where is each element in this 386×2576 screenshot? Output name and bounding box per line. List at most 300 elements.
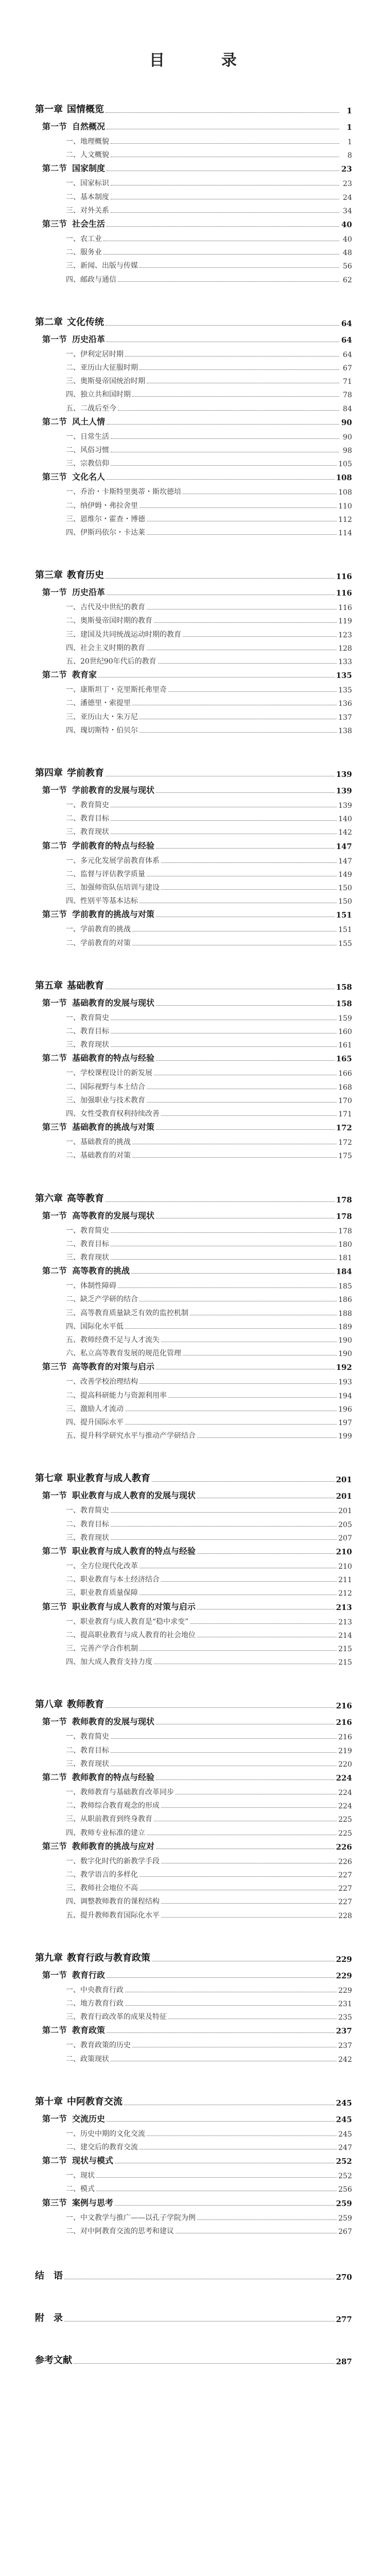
toc-item[interactable]	[66, 388, 352, 399]
toc-item[interactable]	[66, 375, 352, 386]
toc-chapter-label	[35, 1191, 104, 1205]
toc-section[interactable]	[42, 121, 352, 132]
dot-leader	[111, 438, 339, 439]
item-title: 二、模式	[66, 2185, 95, 2194]
page-number: 180	[338, 1240, 352, 1249]
page-number: 64	[343, 350, 352, 359]
dot-leader	[106, 325, 339, 326]
page-number: 150	[338, 884, 352, 892]
toc-item[interactable]	[66, 2053, 352, 2064]
toc-endmatter-label	[35, 2311, 63, 2324]
page-number: 188	[338, 1309, 352, 1318]
toc-item[interactable]	[66, 642, 352, 653]
item-title: 三、教育行政改革的成果及特征	[66, 2013, 167, 2022]
dot-leader	[106, 1201, 335, 1202]
toc-section[interactable]	[42, 162, 352, 174]
toc-item[interactable]	[66, 1149, 352, 1160]
page-number: 220	[338, 1760, 352, 1769]
toc-endmatter[interactable]	[35, 2269, 352, 2282]
toc-item[interactable]	[66, 233, 352, 244]
dot-leader	[168, 691, 337, 692]
toc-item[interactable]	[66, 1813, 352, 1824]
toc-section[interactable]	[42, 2113, 352, 2124]
page-number: 172	[336, 1123, 352, 1133]
page-number: 137	[338, 713, 352, 722]
toc-item[interactable]	[66, 684, 352, 694]
section-number: 第二节	[42, 416, 67, 427]
toc-item[interactable]	[66, 1081, 352, 1092]
toc-item[interactable]	[66, 486, 352, 497]
toc-item[interactable]	[66, 1827, 352, 1838]
toc-item-label	[66, 684, 167, 694]
toc-section[interactable]	[42, 1716, 352, 1727]
toc-section-label	[42, 1209, 154, 1221]
toc-section[interactable]	[42, 1771, 352, 1783]
toc-item[interactable]	[66, 1984, 352, 1995]
toc-item[interactable]	[66, 1238, 352, 1249]
toc-item[interactable]	[66, 812, 352, 823]
toc-item[interactable]	[66, 826, 352, 837]
toc-section[interactable]	[42, 997, 352, 1008]
page-number: 116	[336, 572, 352, 582]
toc-item[interactable]	[66, 1039, 352, 1049]
toc-item[interactable]	[66, 1430, 352, 1440]
toc-item[interactable]	[66, 655, 352, 666]
page-number: 158	[336, 998, 352, 1008]
toc-item-label	[66, 1334, 160, 1345]
toc-item[interactable]	[66, 2212, 352, 2223]
toc-section[interactable]	[42, 1265, 352, 1276]
toc-section[interactable]	[42, 1840, 352, 1852]
dot-leader	[107, 1977, 335, 1978]
toc-item-label	[66, 2011, 167, 2022]
section-title: 案例与思考	[72, 2197, 114, 2208]
toc-item-label	[66, 1376, 138, 1386]
dot-leader	[111, 1539, 337, 1540]
toc-item[interactable]	[66, 615, 352, 625]
toc-section[interactable]	[42, 1969, 352, 1980]
toc-section[interactable]	[42, 1210, 352, 1221]
dot-leader	[152, 1481, 335, 1482]
toc-item[interactable]	[66, 1334, 352, 1345]
toc-section[interactable]	[42, 669, 352, 680]
page-number: 212	[338, 1589, 352, 1598]
toc-item[interactable]	[66, 1882, 352, 1893]
toc-item[interactable]	[66, 2011, 352, 2022]
chapter-number: 第七章	[35, 1473, 63, 1484]
toc-item[interactable]	[66, 431, 352, 442]
toc-chapter[interactable]	[35, 1192, 352, 1205]
page-number: 23	[341, 164, 352, 174]
toc-item[interactable]	[66, 1136, 352, 1147]
section-number: 第三节	[42, 1362, 67, 1372]
toc-item[interactable]	[66, 191, 352, 202]
toc-item-label	[66, 2040, 131, 2050]
page-number: 116	[338, 604, 352, 613]
page-number: 190	[338, 1336, 352, 1345]
toc-item[interactable]	[66, 1895, 352, 1906]
section-title: 教师教育的发展与现状	[72, 1717, 155, 1727]
toc-item[interactable]	[66, 457, 352, 468]
toc-section[interactable]	[42, 2155, 352, 2166]
endmatter-title: 附 录	[35, 2313, 63, 2324]
toc-item-label	[66, 1758, 109, 1769]
toc-section-label	[42, 2196, 113, 2208]
toc-item[interactable]	[66, 513, 352, 524]
section-title: 学前教育的发展与现状	[72, 785, 155, 795]
item-title: 一、改善学校治理结构	[66, 1378, 138, 1386]
page-number: 205	[338, 1520, 352, 1529]
dot-leader	[106, 578, 335, 579]
toc-item[interactable]	[66, 1573, 352, 1584]
toc-chapter[interactable]	[35, 767, 352, 779]
toc-section[interactable]	[42, 1121, 352, 1132]
toc-item-label	[66, 1417, 124, 1427]
item-title: 一、康斯坦丁・克里斯托弗里奇	[66, 686, 167, 694]
toc-item[interactable]	[66, 1108, 352, 1118]
item-title: 四、加大成人教育支持力度	[66, 1658, 152, 1667]
page-number: 225	[338, 1829, 352, 1838]
dot-leader	[156, 1005, 335, 1006]
toc-item-label	[66, 376, 145, 386]
toc-item[interactable]	[66, 149, 352, 160]
dot-leader	[156, 1060, 335, 1061]
toc-section-label	[42, 1771, 154, 1783]
toc-item[interactable]	[66, 1744, 352, 1755]
dot-leader	[154, 622, 337, 623]
toc-item-label	[66, 1430, 196, 1440]
chapter-title: 教师教育	[67, 1699, 104, 1710]
toc-section-label	[42, 908, 154, 920]
page-number: 259	[336, 2198, 352, 2208]
toc-item[interactable]	[66, 1997, 352, 2008]
page-number: 229	[336, 1954, 352, 1964]
dot-leader	[107, 479, 335, 480]
toc-section[interactable]	[42, 1489, 352, 1501]
toc-item[interactable]	[66, 1293, 352, 1304]
toc-item-label	[66, 233, 102, 244]
toc-item[interactable]	[66, 2170, 352, 2180]
dot-leader	[132, 1157, 337, 1158]
toc-item[interactable]	[66, 1560, 352, 1571]
toc-item[interactable]	[66, 1587, 352, 1598]
section-title: 国家制度	[72, 163, 106, 174]
page-number: 139	[336, 770, 352, 779]
toc-item-label	[66, 826, 109, 837]
toc-item[interactable]	[66, 1280, 352, 1291]
item-title: 一、全方位现代化改革	[66, 1562, 138, 1570]
page-number: 201	[336, 1492, 352, 1501]
toc-item[interactable]	[66, 1347, 352, 1358]
toc-item-label	[66, 602, 145, 612]
toc-item[interactable]	[66, 882, 352, 892]
toc-item[interactable]	[66, 1251, 352, 1262]
dot-leader	[103, 254, 339, 255]
toc-chapter[interactable]	[35, 1472, 352, 1484]
toc-item-label	[66, 1108, 160, 1118]
toc-item[interactable]	[66, 1656, 352, 1667]
page-number: 216	[338, 1733, 352, 1742]
toc-section[interactable]	[42, 1361, 352, 1372]
page-number: 140	[338, 815, 352, 824]
item-title: 二、政策现状	[66, 2055, 109, 2063]
section-title: 现状与模式	[72, 2156, 114, 2166]
section-title: 教育行政	[72, 1970, 106, 1980]
toc-endmatter[interactable]	[35, 2354, 352, 2366]
page-number: 147	[336, 841, 352, 851]
section-title: 基础教育的特点与经验	[72, 1053, 155, 1063]
toc-item[interactable]	[66, 629, 352, 639]
toc-item-label	[66, 1252, 109, 1262]
toc-section-label	[42, 217, 105, 229]
toc-item[interactable]	[66, 444, 352, 455]
chapter-number: 第九章	[35, 1952, 63, 1963]
page-number: 1	[346, 106, 352, 115]
toc-item[interactable]	[66, 1642, 352, 1653]
section-number: 第三节	[42, 472, 67, 482]
dot-leader	[139, 369, 339, 370]
toc-item-label	[66, 2212, 196, 2223]
section-number: 第一节	[42, 2113, 67, 2124]
toc-item[interactable]	[66, 1320, 352, 1331]
dot-leader	[197, 1437, 337, 1438]
page-number: 226	[338, 1857, 352, 1866]
toc-section[interactable]	[42, 1545, 352, 1556]
page-number: 40	[343, 235, 352, 244]
page-number: 252	[338, 2172, 352, 2181]
toc-item[interactable]	[66, 1731, 352, 1741]
toc-item[interactable]	[66, 205, 352, 215]
page-number: 64	[341, 335, 352, 345]
page-number: 108	[336, 473, 352, 483]
toc-item-label	[66, 349, 124, 359]
item-title: 五、提升科学研究水平与推动产学研结合	[66, 1432, 196, 1440]
toc-item[interactable]	[66, 855, 352, 866]
section-number: 第三节	[42, 909, 67, 920]
page-number: 267	[338, 2227, 352, 2236]
toc-item[interactable]	[66, 1518, 352, 1529]
toc-chapter[interactable]	[35, 316, 352, 328]
section-number: 第二节	[42, 840, 67, 851]
chapter-title: 高等教育	[67, 1193, 104, 1204]
chapter-number: 第十章	[35, 2096, 63, 2107]
section-title: 文化名人	[72, 472, 106, 482]
toc-section[interactable]	[42, 218, 352, 229]
dot-leader	[107, 2032, 335, 2033]
item-title: 二、风俗习惯	[66, 446, 109, 454]
section-title: 高等教育的对策与启示	[72, 1362, 155, 1372]
toc-item[interactable]	[66, 1869, 352, 1879]
toc-item[interactable]	[66, 1855, 352, 1866]
toc-section[interactable]	[42, 1052, 352, 1063]
toc-chapter[interactable]	[35, 569, 352, 581]
dot-leader	[168, 1397, 337, 1398]
toc-item[interactable]	[66, 1909, 352, 1920]
toc-item[interactable]	[66, 1025, 352, 1036]
dot-leader	[132, 396, 339, 397]
page-number: 172	[338, 1139, 352, 1147]
chapter-number: 第六章	[35, 1193, 63, 1204]
chapter-title: 教育行政与教育政策	[67, 1952, 150, 1963]
item-title: 三、教育现状	[66, 1533, 109, 1542]
page-number: 178	[338, 1227, 352, 1235]
page-number: 231	[338, 2000, 352, 2008]
toc-item[interactable]	[66, 1307, 352, 1318]
toc-item[interactable]	[66, 1786, 352, 1797]
page-number: 178	[336, 1211, 352, 1221]
toc-item[interactable]	[66, 135, 352, 146]
toc-section[interactable]	[42, 2024, 352, 2036]
item-title: 二、亚历山大征服时期	[66, 364, 138, 372]
toc-item-label	[66, 895, 138, 906]
toc-chapter[interactable]	[35, 2095, 352, 2108]
toc-item[interactable]	[66, 1067, 352, 1078]
dot-leader	[115, 2205, 335, 2206]
toc-item[interactable]	[66, 2183, 352, 2194]
toc-item[interactable]	[66, 1012, 352, 1023]
chapter-title: 文化传统	[67, 316, 104, 328]
toc-section[interactable]	[42, 784, 352, 795]
toc-item[interactable]	[66, 177, 352, 188]
dot-leader	[139, 1383, 337, 1384]
toc-endmatter-label	[35, 2353, 72, 2366]
item-title: 一、数字化时代的新教学手段	[66, 1857, 160, 1866]
toc-section-label	[42, 996, 154, 1008]
page-number: 151	[336, 910, 352, 920]
dot-leader	[158, 663, 337, 664]
toc-item[interactable]	[66, 724, 352, 735]
item-title: 二、监督与评估教学质量	[66, 870, 145, 878]
toc-section[interactable]	[42, 908, 352, 920]
page-number: 186	[338, 1296, 352, 1304]
page-number: 158	[336, 982, 352, 992]
toc-section[interactable]	[42, 416, 352, 427]
toc-item[interactable]	[66, 868, 352, 879]
toc-item[interactable]	[66, 1616, 352, 1626]
page-number: 194	[338, 1392, 352, 1400]
toc-item[interactable]	[66, 697, 352, 708]
page-number: 168	[338, 1083, 352, 1092]
page-number: 133	[338, 658, 352, 666]
page-number: 160	[338, 1028, 352, 1036]
toc-item[interactable]	[66, 1504, 352, 1515]
toc-endmatter[interactable]	[35, 2312, 352, 2324]
toc-item[interactable]	[66, 937, 352, 948]
toc-item[interactable]	[66, 348, 352, 359]
section-title: 自然概况	[72, 122, 106, 131]
toc-item[interactable]	[66, 601, 352, 612]
toc-item[interactable]	[66, 799, 352, 810]
page-title: 目 录	[149, 52, 257, 70]
toc-item-label	[66, 1616, 188, 1626]
toc-item[interactable]	[66, 1389, 352, 1400]
section-number: 第三节	[42, 1122, 67, 1132]
item-title: 一、历史中期的文化交流	[66, 2129, 145, 2138]
toc-section[interactable]	[42, 840, 352, 851]
toc-item[interactable]	[66, 527, 352, 537]
page-number: 245	[336, 2098, 352, 2108]
item-title: 三、建国及共同统战运动时期的教育	[66, 630, 181, 639]
page-number: 105	[338, 460, 352, 469]
page-number: 192	[336, 1363, 352, 1372]
toc-item[interactable]	[66, 2128, 352, 2139]
toc-item[interactable]	[66, 1758, 352, 1769]
toc-item-label	[66, 1067, 152, 1078]
page-number: 119	[338, 617, 352, 626]
toc-chapter[interactable]	[35, 103, 352, 115]
toc-item[interactable]	[66, 1532, 352, 1543]
page-number: 155	[338, 939, 352, 948]
toc-item[interactable]	[66, 2225, 352, 2236]
section-title: 教师教育的挑战与应对	[72, 1841, 155, 1851]
toc-item[interactable]	[66, 1416, 352, 1427]
toc-chapter[interactable]	[35, 1698, 352, 1710]
toc-section[interactable]	[42, 333, 352, 345]
section-number: 第二节	[42, 1266, 67, 1276]
page-number: 138	[338, 726, 352, 735]
toc-section[interactable]	[42, 2197, 352, 2208]
toc-item[interactable]	[66, 260, 352, 270]
toc-item[interactable]	[66, 274, 352, 284]
toc-item-label	[66, 1574, 160, 1584]
toc-item[interactable]	[66, 2141, 352, 2152]
toc-item[interactable]	[66, 1225, 352, 1235]
page-number: 270	[336, 2273, 352, 2282]
item-title: 二、教育目标	[66, 1240, 109, 1248]
toc-endmatter-label	[35, 2268, 63, 2282]
toc-item-label	[66, 260, 138, 270]
toc-item[interactable]	[66, 923, 352, 934]
page-number: 227	[338, 1871, 352, 1879]
toc-item[interactable]	[66, 1094, 352, 1105]
toc-section[interactable]	[42, 586, 352, 598]
toc-section-label	[42, 1840, 154, 1852]
toc-chapter[interactable]	[35, 979, 352, 992]
section-title: 教育政策	[72, 2025, 106, 2036]
page-number: 114	[338, 529, 352, 537]
item-title: 三、职业教育质量保障	[66, 1589, 138, 1598]
section-title: 交流历史	[72, 2113, 106, 2124]
toc-item[interactable]	[66, 1800, 352, 1810]
toc-section[interactable]	[42, 1601, 352, 1612]
toc-item-label	[66, 431, 109, 442]
toc-chapter-label	[35, 568, 104, 581]
toc-item[interactable]	[66, 711, 352, 722]
toc-item-label	[66, 1239, 109, 1249]
toc-item[interactable]	[66, 362, 352, 372]
toc-item[interactable]	[66, 402, 352, 413]
toc-item[interactable]	[66, 1629, 352, 1640]
page-number: 161	[338, 1041, 352, 1050]
toc-item[interactable]	[66, 1376, 352, 1386]
toc-item[interactable]	[66, 2039, 352, 2050]
page-number: 213	[338, 1618, 352, 1626]
toc-item[interactable]	[66, 246, 352, 257]
page-number: 211	[338, 1576, 352, 1585]
toc-item[interactable]	[66, 500, 352, 511]
toc-item[interactable]	[66, 1403, 352, 1414]
toc-chapter[interactable]	[35, 1952, 352, 1964]
toc-item-label	[66, 629, 181, 639]
page-number: 247	[338, 2144, 352, 2152]
section-number: 第一节	[42, 1490, 67, 1501]
toc-item-label	[66, 1883, 138, 1893]
toc-section-label	[42, 1545, 196, 1556]
toc-section[interactable]	[42, 471, 352, 482]
toc-item[interactable]	[66, 895, 352, 906]
section-number: 第一节	[42, 122, 67, 131]
page-number: 56	[343, 262, 352, 271]
